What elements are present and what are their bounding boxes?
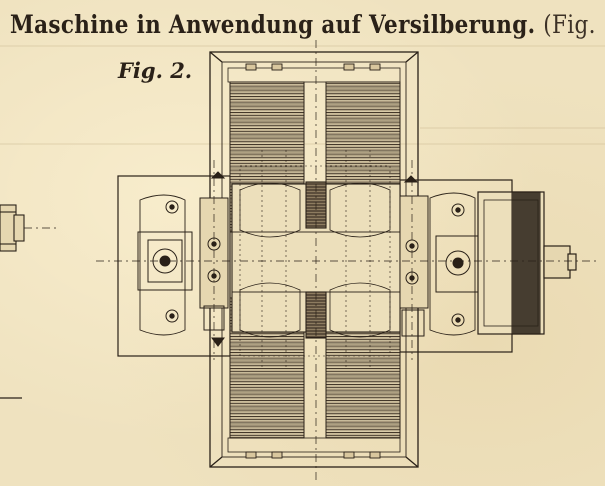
drive-pulley xyxy=(478,192,576,334)
figure-label: Fig. 2. xyxy=(118,58,193,83)
left-shaft-end xyxy=(0,205,24,251)
title-main: Maschine in Anwendung auf Versilberung. xyxy=(10,10,536,39)
title-continuation: (Fig. xyxy=(543,10,596,39)
left-commutator xyxy=(138,172,228,346)
